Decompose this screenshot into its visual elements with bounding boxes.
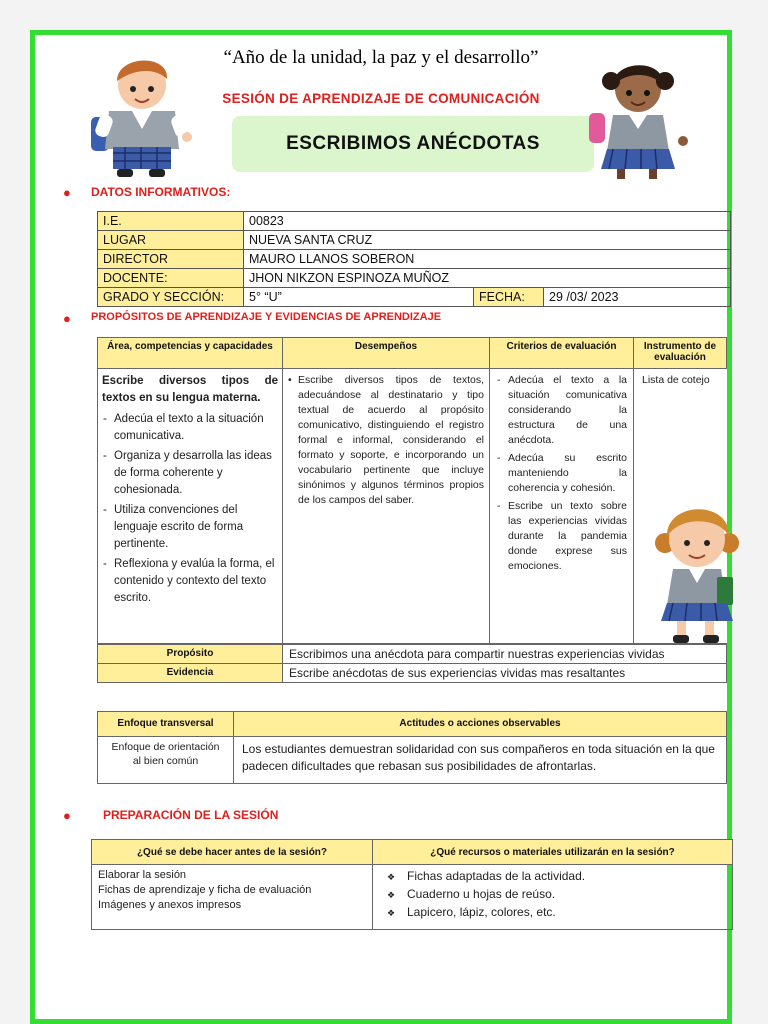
enfoque-header-left: Enfoque transversal: [97, 711, 234, 737]
list-item: - Adecúa su escrito manteniendo la coherencia y cohesión.: [496, 451, 627, 496]
docente-value: JHON NIKZON ESPINOZA MUÑOZ: [244, 269, 731, 288]
list-item: Elaborar la sesión: [98, 869, 187, 881]
competence-text: Escribe diversos tipos de textos en su lengua materna.: [102, 375, 278, 404]
enfoque-name: Enfoque de orientación al bien común: [97, 736, 234, 784]
bullet-icon: ●: [63, 311, 71, 326]
criterios-cell: [489, 368, 634, 644]
list-item: - Adecúa el texto a la situación comunicativa.: [102, 411, 278, 445]
list-item: - Organiza y desarrolla las ideas de forma coherente y cohesionada.: [102, 448, 278, 499]
info-table: [97, 211, 731, 307]
prep-resources-cell: [372, 864, 733, 930]
bullet-icon: ●: [63, 185, 71, 200]
list-item: Imágenes y anexos impresos: [98, 899, 242, 911]
lugar-value: NUEVA SANTA CRUZ: [244, 231, 731, 250]
section-propositos: PROPÓSITOS DE APRENDIZAJE Y EVIDENCIAS DE APRENDIZAJE: [91, 311, 442, 323]
list-item: ❖ Lapicero, lápiz, colores, etc.: [379, 905, 726, 920]
enfoque-header-right: Actitudes o acciones observables: [233, 711, 727, 737]
section-preparacion: PREPARACIÓN DE LA SESIÓN: [103, 808, 279, 822]
lugar-label: LUGAR: [98, 231, 244, 250]
proposito-label: Propósito: [97, 644, 283, 664]
prep-header-right: ¿Qué recursos o materiales utilizarán en la sesión?: [372, 839, 733, 865]
list-item: - Adecúa el texto a la situación comunicativa considerando la estructura de una anécdota.: [496, 373, 627, 448]
director-label: DIRECTOR: [98, 250, 244, 269]
enfoque-text: Los estudiantes demuestran solidaridad con sus compañeros en toda situación en la que padecen dificultades que rebasan sus posibilidades de afrontarlas.: [233, 736, 727, 784]
desempeno-text: • Escribe diversos tipos de textos, adecuándose al destinatario y tipo textual de acuerdo al propósito comunicativo, distinguiendo el registro formal e informal, considerando el formato y soporte, e incorporando un vocabulario pertinente que incluye sinónimos y algunos términos propios de los campos del saber.: [288, 373, 484, 508]
desempeno-cell: [282, 368, 490, 644]
session-subtitle: SESIÓN DE APRENDIZAJE DE COMUNICACIÓN: [222, 91, 540, 106]
header-instrumento: Instrumento de evaluación: [633, 337, 727, 369]
boy-student-icon: [87, 49, 197, 179]
list-item: Fichas de aprendizaje y ficha de evaluación: [98, 884, 312, 896]
list-item: ❖ Fichas adaptadas de la actividad.: [379, 869, 726, 884]
instrumento-cell: Lista de cotejo: [633, 368, 727, 644]
fecha-value: 29 /03/ 2023: [544, 288, 731, 307]
girl-student-icon: [583, 53, 693, 183]
list-item: - Reflexiona y evalúa la forma, el contenido y contexto del texto escrito.: [102, 556, 278, 607]
evidencia-text: Escribe anécdotas de sus experiencias vividas mas resaltantes: [282, 663, 727, 683]
fecha-label: FECHA:: [474, 288, 544, 307]
proposito-text: Escribimos una anécdota para compartir nuestras experiencias vividas: [282, 644, 727, 664]
section-datos: DATOS INFORMATIVOS:: [91, 185, 231, 199]
competence-cell: [97, 368, 283, 644]
header-area: Área, competencias y capacidades: [97, 337, 283, 369]
prep-before-cell: [91, 864, 373, 930]
year-motto: “Año de la unidad, la paz y el desarrollo”: [223, 47, 539, 68]
capacities-list: [102, 411, 278, 607]
grado-value: 5° “U”: [244, 288, 474, 307]
session-title: ESCRIBIMOS ANÉCDOTAS: [232, 116, 594, 172]
prep-header-left: ¿Qué se debe hacer antes de la sesión?: [91, 839, 373, 865]
session-page: [30, 30, 732, 1024]
ie-value: 00823: [244, 212, 731, 231]
header-criterios: Criterios de evaluación: [489, 337, 634, 369]
docente-label: DOCENTE:: [98, 269, 244, 288]
girl-with-book-icon: [651, 487, 741, 647]
evidencia-label: Evidencia: [97, 663, 283, 683]
header-desempenos: Desempeños: [282, 337, 490, 369]
bullet-icon: ●: [63, 808, 71, 823]
grado-label: GRADO Y SECCIÓN:: [98, 288, 244, 307]
list-item: - Utiliza convenciones del lenguaje escrito de forma pertinente.: [102, 502, 278, 553]
director-value: MAURO LLANOS SOBERON: [244, 250, 731, 269]
list-item: ❖ Cuaderno u hojas de reúso.: [379, 887, 726, 902]
ie-label: I.E.: [98, 212, 244, 231]
list-item: - Escribe un texto sobre las experiencias vividas durante la pandemia donde exprese sus emociones.: [496, 499, 627, 574]
